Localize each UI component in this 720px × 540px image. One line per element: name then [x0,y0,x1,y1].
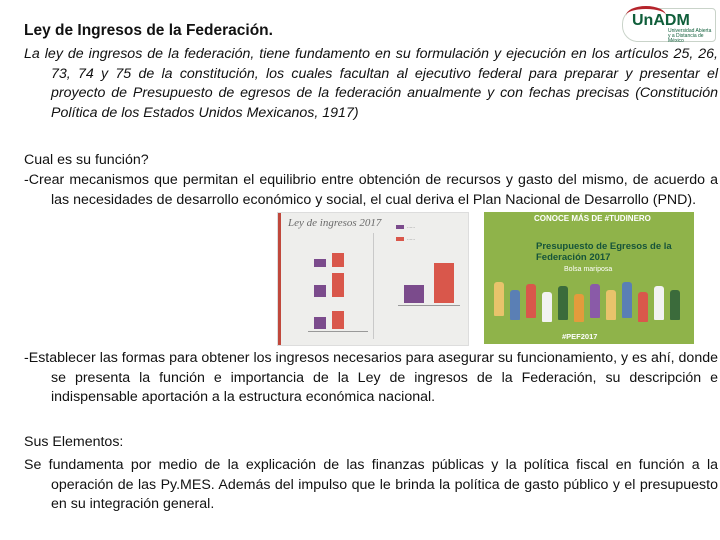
elements-body: Se fundamenta por medio de la explicación de las finanzas públicas y la política fiscal en función a la operación de las Py.MES. Además del impulso que le brinda la política de gasto público y el presupuesto en su integración general. [24,457,718,512]
infographic-bar [332,311,344,329]
poster-footer: #PEF2017 [562,332,598,341]
poster-figure [574,294,584,322]
infographic-divider [373,233,374,339]
pef-2017-poster [484,212,694,344]
infographic-title: Ley de ingresos 2017 [288,217,382,229]
poster-figure [654,286,664,320]
infographic-bar [332,253,344,267]
ley-ingresos-infographic [277,212,469,346]
poster-figure [638,292,648,322]
function-question: Cual es su función? [24,152,149,168]
logo-subtitle: Universidad Abierta y a Distancia de México [668,28,712,44]
infographic-axis [308,331,368,332]
infographic-bar [314,285,326,297]
infographic-accent [278,213,281,345]
page-title: Ley de Ingresos de la Federación. [24,22,273,39]
poster-figure [622,282,632,318]
legend-row: ······ [396,233,415,245]
poster-figure [510,290,520,320]
poster-figure [590,284,600,318]
poster-figure [526,284,536,318]
elements-heading: Sus Elementos: [24,434,124,450]
poster-tagline: CONOCE MÁS DE #TUDINERO [534,214,651,223]
poster-figure [494,282,504,316]
intro-paragraph: La ley de ingresos de la federación, tiene fundamento en su formulación y ejecución en los artículos 25, 26, 73, 74 y 75 de la constitución, los cuales facultan al ejecutivo federal para preparar y presentar el proyecto de Presupuesto de egresos de la federación anualmente y con fechas precisas (Constitución Política de los Estados Unidos Mexicanos, 1917) [24,46,718,121]
infographic-bar [314,317,326,329]
infographic-bar [332,273,344,297]
infographic-axis [398,305,460,306]
function-bullet-2: -Establecer las formas para obtener los ingresos necesarios para asegurar su funcionamiento, y es ahí, donde se presenta la función e importancia de la Ley de ingresos de la Federación, su descripción e indispensable aportación a la estructura económica nacional. [24,350,718,405]
infographic-bar [434,263,454,303]
function-bullet-1: -Crear mecanismos que permitan el equilibrio entre obtención de recursos y gasto del mismo, de acuerdo a las necesidades de desarrollo económico y social, el cual deriva el Plan Nacional de Desarrollo (PND). [24,172,718,208]
infographic-bar [404,285,424,303]
infographic-legend [396,221,415,245]
poster-figure [542,292,552,322]
poster-figure [670,290,680,320]
poster-figure [558,286,568,320]
poster-title: Presupuesto de Egresos de la Federación 2017 [536,241,672,263]
infographic-bar [314,259,326,267]
poster-figure [606,290,616,320]
legend-row: ······ [396,221,415,233]
logo-name: UnADM [632,12,690,29]
poster-subtitle: Bolsa mariposa [564,266,613,273]
unadm-logo [622,6,714,44]
